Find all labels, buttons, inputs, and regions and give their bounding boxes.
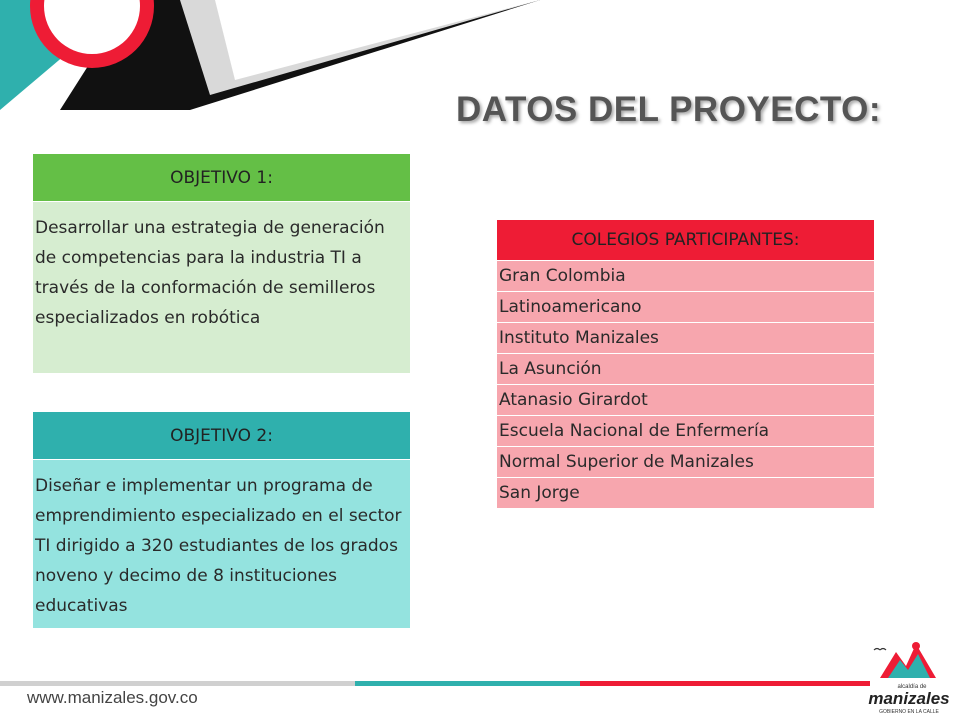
logo-tagline-text: GOBIERNO EN LA CALLE bbox=[879, 709, 939, 715]
objective-2-text: Diseñar e implementar un programa de emprendimiento especializado en el sector TI dirigido a 320 estudiantes de los grados noveno y decimo de 8 instituciones educativas bbox=[33, 460, 410, 628]
page-title: DATOS DEL PROYECTO: bbox=[456, 90, 882, 129]
objective-1-text: Desarrollar una estrategia de generación de competencias para la industria TI a través de la conformación de semilleros especializados en robótica bbox=[33, 202, 410, 373]
objective-1-box bbox=[33, 154, 410, 373]
school-item: Latinoamericano bbox=[497, 292, 874, 323]
school-item: Gran Colombia bbox=[497, 261, 874, 292]
school-item: Escuela Nacional de Enfermería bbox=[497, 416, 874, 447]
logo-name-text: manizales bbox=[868, 689, 950, 708]
school-item: Atanasio Girardot bbox=[497, 385, 874, 416]
footer-divider bbox=[0, 681, 870, 686]
objective-1-label: OBJETIVO 1: bbox=[33, 154, 410, 202]
school-item: San Jorge bbox=[497, 478, 874, 509]
school-item: Instituto Manizales bbox=[497, 323, 874, 354]
objective-2-label: OBJETIVO 2: bbox=[33, 412, 410, 460]
objective-2-box bbox=[33, 412, 410, 628]
logo-top-text: alcaldía de bbox=[897, 684, 927, 690]
school-item: La Asunción bbox=[497, 354, 874, 385]
schools-table bbox=[497, 220, 874, 509]
school-item: Normal Superior de Manizales bbox=[497, 447, 874, 478]
alcaldia-logo bbox=[866, 638, 952, 718]
schools-header: COLEGIOS PARTICIPANTES: bbox=[497, 220, 874, 261]
footer-url: www.manizales.gov.co bbox=[27, 688, 198, 707]
